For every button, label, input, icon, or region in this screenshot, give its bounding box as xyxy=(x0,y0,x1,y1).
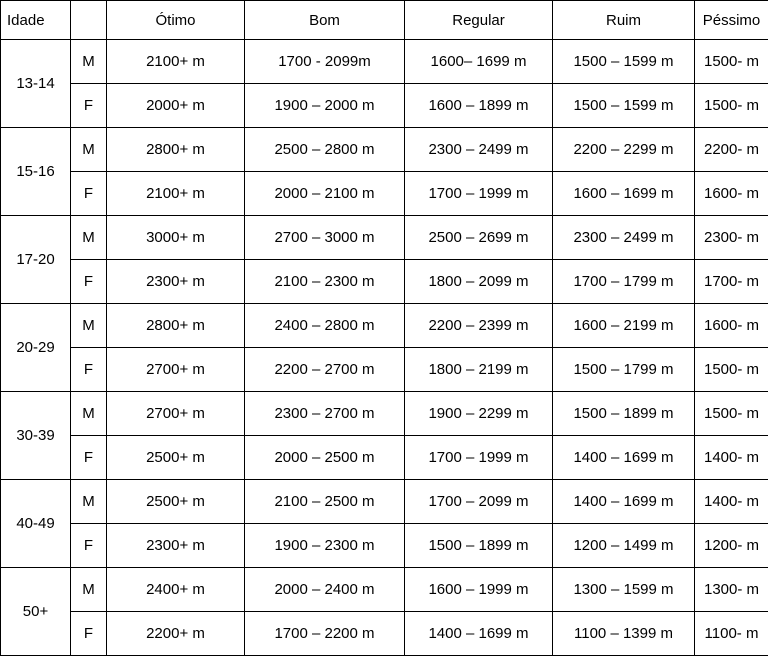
table-row xyxy=(1,304,768,348)
value-cell-regular: 1500 – 1899 m xyxy=(405,524,553,568)
sex-cell: F xyxy=(71,524,107,568)
value-cell-bom: 2200 – 2700 m xyxy=(245,348,405,392)
value-cell-otimo: 2400+ m xyxy=(107,568,245,612)
sex-cell: F xyxy=(71,260,107,304)
table-row xyxy=(1,480,768,524)
table-header-row xyxy=(1,1,768,40)
value-cell-regular: 1700 – 2099 m xyxy=(405,480,553,524)
value-cell-ruim: 2300 – 2499 m xyxy=(553,216,695,260)
age-group-cell: 40-49 xyxy=(1,480,71,568)
value-cell-ruim: 1100 – 1399 m xyxy=(553,612,695,656)
value-cell-pessimo: 2200- m xyxy=(695,128,768,172)
value-cell-regular: 1600 – 1999 m xyxy=(405,568,553,612)
value-cell-bom: 2300 – 2700 m xyxy=(245,392,405,436)
value-cell-otimo: 2700+ m xyxy=(107,392,245,436)
column-header-idade: Idade xyxy=(1,1,71,40)
value-cell-otimo: 2800+ m xyxy=(107,128,245,172)
sex-cell: M xyxy=(71,40,107,84)
value-cell-pessimo: 1400- m xyxy=(695,480,768,524)
age-group-cell: 20-29 xyxy=(1,304,71,392)
value-cell-pessimo: 1500- m xyxy=(695,392,768,436)
value-cell-pessimo: 1500- m xyxy=(695,40,768,84)
value-cell-regular: 1900 – 2299 m xyxy=(405,392,553,436)
value-cell-bom: 2000 – 2400 m xyxy=(245,568,405,612)
value-cell-bom: 1900 – 2000 m xyxy=(245,84,405,128)
column-header-ruim: Ruim xyxy=(553,1,695,40)
sex-cell: M xyxy=(71,480,107,524)
value-cell-bom: 2000 – 2100 m xyxy=(245,172,405,216)
value-cell-ruim: 1500 – 1599 m xyxy=(553,40,695,84)
sex-cell: F xyxy=(71,612,107,656)
age-group-cell: 30-39 xyxy=(1,392,71,480)
value-cell-regular: 2300 – 2499 m xyxy=(405,128,553,172)
table-row xyxy=(1,568,768,612)
value-cell-bom: 2500 – 2800 m xyxy=(245,128,405,172)
sex-cell: M xyxy=(71,216,107,260)
value-cell-regular: 2500 – 2699 m xyxy=(405,216,553,260)
value-cell-regular: 1400 – 1699 m xyxy=(405,612,553,656)
sex-cell: M xyxy=(71,128,107,172)
value-cell-regular: 1700 – 1999 m xyxy=(405,172,553,216)
value-cell-ruim: 1200 – 1499 m xyxy=(553,524,695,568)
table-body xyxy=(1,40,768,656)
table-row xyxy=(1,172,768,216)
value-cell-bom: 2100 – 2500 m xyxy=(245,480,405,524)
column-header-regular: Regular xyxy=(405,1,553,40)
value-cell-pessimo: 1100- m xyxy=(695,612,768,656)
value-cell-ruim: 1500 – 1799 m xyxy=(553,348,695,392)
value-cell-pessimo: 1500- m xyxy=(695,348,768,392)
value-cell-otimo: 2300+ m xyxy=(107,524,245,568)
sex-cell: F xyxy=(71,172,107,216)
value-cell-pessimo: 1700- m xyxy=(695,260,768,304)
table-header xyxy=(1,1,768,40)
value-cell-pessimo: 2300- m xyxy=(695,216,768,260)
value-cell-regular: 2200 – 2399 m xyxy=(405,304,553,348)
value-cell-pessimo: 1300- m xyxy=(695,568,768,612)
value-cell-bom: 1900 – 2300 m xyxy=(245,524,405,568)
table-row xyxy=(1,260,768,304)
table-row xyxy=(1,84,768,128)
column-header-pessimo: Péssimo xyxy=(695,1,768,40)
value-cell-regular: 1800 – 2099 m xyxy=(405,260,553,304)
sex-cell: M xyxy=(71,304,107,348)
table-row xyxy=(1,524,768,568)
value-cell-otimo: 2100+ m xyxy=(107,172,245,216)
value-cell-regular: 1800 – 2199 m xyxy=(405,348,553,392)
value-cell-otimo: 3000+ m xyxy=(107,216,245,260)
value-cell-ruim: 1300 – 1599 m xyxy=(553,568,695,612)
value-cell-bom: 2700 – 3000 m xyxy=(245,216,405,260)
column-header-otimo: Ótimo xyxy=(107,1,245,40)
value-cell-otimo: 2300+ m xyxy=(107,260,245,304)
value-cell-otimo: 2100+ m xyxy=(107,40,245,84)
value-cell-otimo: 2700+ m xyxy=(107,348,245,392)
value-cell-regular: 1600– 1699 m xyxy=(405,40,553,84)
value-cell-otimo: 2000+ m xyxy=(107,84,245,128)
value-cell-ruim: 1500 – 1599 m xyxy=(553,84,695,128)
value-cell-pessimo: 1500- m xyxy=(695,84,768,128)
age-group-cell: 50+ xyxy=(1,568,71,656)
value-cell-regular: 1700 – 1999 m xyxy=(405,436,553,480)
value-cell-bom: 1700 – 2200 m xyxy=(245,612,405,656)
sex-cell: F xyxy=(71,436,107,480)
value-cell-ruim: 2200 – 2299 m xyxy=(553,128,695,172)
age-group-cell: 15-16 xyxy=(1,128,71,216)
column-header-bom: Bom xyxy=(245,1,405,40)
value-cell-regular: 1600 – 1899 m xyxy=(405,84,553,128)
table-row xyxy=(1,392,768,436)
sex-cell: M xyxy=(71,568,107,612)
column-header-sexo xyxy=(71,1,107,40)
value-cell-pessimo: 1600- m xyxy=(695,304,768,348)
table-row xyxy=(1,436,768,480)
value-cell-otimo: 2200+ m xyxy=(107,612,245,656)
value-cell-bom: 2000 – 2500 m xyxy=(245,436,405,480)
value-cell-otimo: 2500+ m xyxy=(107,480,245,524)
value-cell-otimo: 2500+ m xyxy=(107,436,245,480)
value-cell-otimo: 2800+ m xyxy=(107,304,245,348)
value-cell-bom: 2100 – 2300 m xyxy=(245,260,405,304)
sex-cell: F xyxy=(71,84,107,128)
sex-cell: M xyxy=(71,392,107,436)
table-row xyxy=(1,612,768,656)
value-cell-ruim: 1600 – 1699 m xyxy=(553,172,695,216)
table-row xyxy=(1,348,768,392)
value-cell-pessimo: 1600- m xyxy=(695,172,768,216)
table-row xyxy=(1,128,768,172)
value-cell-ruim: 1500 – 1899 m xyxy=(553,392,695,436)
value-cell-ruim: 1600 – 2199 m xyxy=(553,304,695,348)
table-row xyxy=(1,40,768,84)
value-cell-ruim: 1700 – 1799 m xyxy=(553,260,695,304)
value-cell-ruim: 1400 – 1699 m xyxy=(553,436,695,480)
sex-cell: F xyxy=(71,348,107,392)
value-cell-bom: 2400 – 2800 m xyxy=(245,304,405,348)
value-cell-pessimo: 1200- m xyxy=(695,524,768,568)
value-cell-ruim: 1400 – 1699 m xyxy=(553,480,695,524)
value-cell-bom: 1700 - 2099m xyxy=(245,40,405,84)
age-group-cell: 13-14 xyxy=(1,40,71,128)
value-cell-pessimo: 1400- m xyxy=(695,436,768,480)
table-row xyxy=(1,216,768,260)
age-group-cell: 17-20 xyxy=(1,216,71,304)
